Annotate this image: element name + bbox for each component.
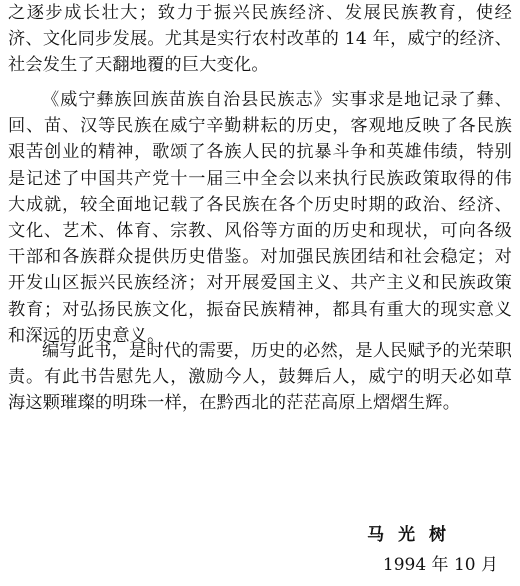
paragraph-closing: 编写此书，是时代的需要，历史的必然，是人民赋予的光荣职责。有此书告慰先人，激励今人，鼓舞后人，威宁的明天必如草海这颗璀璨的明珠一样，在黔西北的茫茫高原上熠熠生辉。: [8, 341, 512, 414]
author-signature: 马 光 树: [367, 525, 450, 545]
paragraph-minzu-zhi: 《威宁彝族回族苗族自治县民族志》实事求是地记录了彝、回、苗、汉等民族在威宁辛勤耕耘的历史，客观地反映了各民族艰苦创业的精神，歌颂了各族人民的抗暴斗争和英雄伟绩，特别是记述了中国共产党十一届三中全会以来执行民族政策取得的伟大成就，较全面地记载了各民族在各个历史时期的政治、经济、文化、艺术、体育、宗教、风俗等方面的历史和现状，可向各级干部和各族群众提供历史借鉴。对加强民族团结和社会稳定；对开发山区振兴民族经济；对开展爱国主义、共产主义和民族政策教育；对弘扬民族文化，振奋民族精神，都具有重大的现实意义和深远的历史意义。: [8, 90, 512, 346]
paragraph-continuation: 之逐步成长壮大；致力于振兴民族经济、发展民族教育，使经济、文化同步发展。尤其是实行农村改革的 14 年，威宁的经济、社会发生了天翻地覆的巨大变化。: [8, 3, 512, 76]
signature-date: 1994 年 10 月: [382, 555, 498, 575]
